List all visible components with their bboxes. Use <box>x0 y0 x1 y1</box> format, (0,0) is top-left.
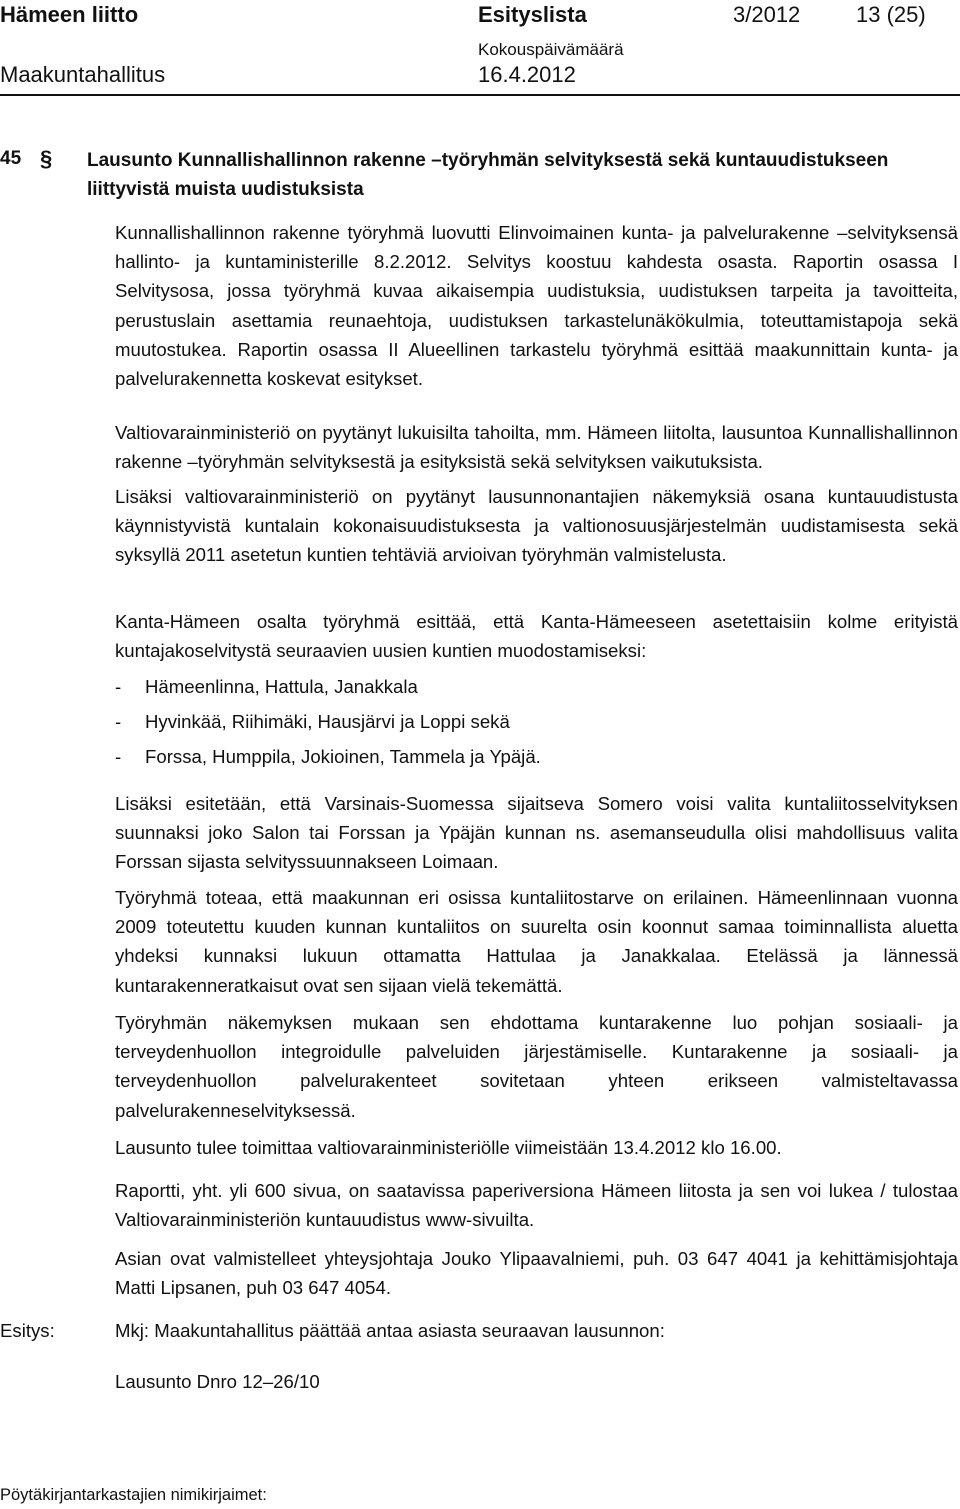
section-title: Lausunto Kunnallishallinnon rakenne –työryhmän selvityksestä sekä kuntauudistukseen liittyvistä muista uudistuksista <box>87 150 889 200</box>
proposal-label: Esitys: <box>0 1320 55 1341</box>
page-number: 13 (25) <box>856 2 926 27</box>
paragraph-6: Työryhmä toteaa, että maakunnan eri osissa kuntaliitostarve on erilainen. Hämeenlinnaan vuonna 2009 toteutettu kuuden kunnan kuntaliitos on suurelta osin koonnut samaa toiminnallista aluetta yhdeksi kunnaksi lukuun ottamatta Hattulaa ja Janakkalaa. Etelässä ja lännessä kuntarakenneratkaisut ovat sen sijaan vielä tekemättä. <box>115 887 958 996</box>
header-rule <box>0 94 960 96</box>
meeting-date: 16.4.2012 <box>478 62 576 87</box>
meeting-date-label: Kokouspäivämäärä <box>478 40 624 59</box>
list-dash: - <box>115 676 122 697</box>
paragraph-9: Raportti, yht. yli 600 sivua, on saatavissa paperiversiona Hämeen liitosta ja sen voi lukea / tulostaa Valtiovarainministeriön kuntauudistus www-sivuilta. <box>115 1180 958 1231</box>
document-type: Esityslista <box>478 2 587 27</box>
list-item-text: Hyvinkää, Riihimäki, Hausjärvi ja Loppi sekä <box>145 711 510 732</box>
footer-initials-label: Pöytäkirjantarkastajien nimikirjaimet: <box>0 1486 267 1504</box>
list-item <box>115 672 418 701</box>
paragraph-7: Työryhmän näkemyksen mukaan sen ehdottama kuntarakenne luo pohjan sosiaali- ja terveydenhuollon integroidulle palveluiden järjestämiselle. Kuntarakenne ja sosiaali- ja terveydenhuollon palvelurakenteet sovitetaan yhteen erikseen valmisteltavassa palvelurakenneselvityksessä. <box>115 1012 958 1121</box>
paragraph-8: Lausunto tulee toimittaa valtiovarainministeriölle viimeistään 13.4.2012 klo 16.00. <box>115 1137 782 1158</box>
paragraph-5: Lisäksi esitetään, että Varsinais-Suomessa sijaitseva Somero voisi valita kuntaliitosselvityksen suunnaksi joko Salon tai Forssan ja Ypäjän kunnan ns. asemanseudulla olisi mahdollisuus valita Forssan sijasta selvityssuunnakseen Loimaan. <box>115 793 958 873</box>
statement-reference: Lausunto Dnro 12–26/10 <box>115 1371 320 1392</box>
section-number: 45 <box>0 148 22 169</box>
paragraph-4: Kanta-Hämeen osalta työryhmä esittää, että Kanta-Hämeeseen asetettaisiin kolme erityistä kuntajakoselvitystä seuraavien uusien kuntien muodostamiseksi: <box>115 611 958 662</box>
section-sign: § <box>40 146 53 171</box>
list-item-text: Forssa, Humppila, Jokioinen, Tammela ja Ypäjä. <box>145 746 541 767</box>
paragraph-2: Valtiovarainministeriö on pyytänyt lukuisilta tahoilta, mm. Hämeen liitolta, lausuntoa Kunnallishallinnon rakenne –työryhmän selvityksestä ja esityksistä sekä selvityksen vaikutuksista. <box>115 422 958 473</box>
list-dash: - <box>115 746 122 767</box>
issue-number: 3/2012 <box>733 2 801 27</box>
list-dash: - <box>115 711 122 732</box>
list-item <box>115 707 510 736</box>
proposal-text: Mkj: Maakuntahallitus päättää antaa asiasta seuraavan lausunnon: <box>115 1320 665 1341</box>
paragraph-10: Asian ovat valmistelleet yhteysjohtaja Jouko Ylipaavalniemi, puh. 03 647 4041 ja kehittämisjohtaja Matti Lipsanen, puh 03 647 4054. <box>115 1248 958 1299</box>
paragraph-3: Lisäksi valtiovarainministeriö on pyytänyt lausunnonantajien näkemyksiä osana kuntauudistusta käynnistyvistä kuntalain kokonaisuudistuksesta ja valtionosuusjärjestelmän uudistamisesta sekä syksyllä 2011 asetetun kuntien tehtäviä arvioivan työryhmän valmistelusta. <box>115 486 958 566</box>
list-item <box>115 742 541 771</box>
paragraph-1: Kunnallishallinnon rakenne työryhmä luovutti Elinvoimainen kunta- ja palvelurakenne –selvityksensä hallinto- ja kuntaministerille 8.2.2012. Selvitys koostuu kahdesta osasta. Raportin osassa I Selvitysosa, jossa työryhmä kuvaa aikaisempia uudistuksia, uudistuksen tarpeita ja tavoitteita, perustuslain asettamia reunaehtoja, uudistuksen tarkastelunäkökulmia, toteuttamistapoja sekä muutostukea. Raportin osassa II Alueellinen tarkastelu työryhmä esittää maakunnittain kunta- ja palvelurakennetta koskevat esitykset. <box>115 222 958 390</box>
organization-name: Hämeen liitto <box>0 2 139 27</box>
governing-body: Maakuntahallitus <box>0 62 166 87</box>
list-item-text: Hämeenlinna, Hattula, Janakkala <box>145 676 418 697</box>
